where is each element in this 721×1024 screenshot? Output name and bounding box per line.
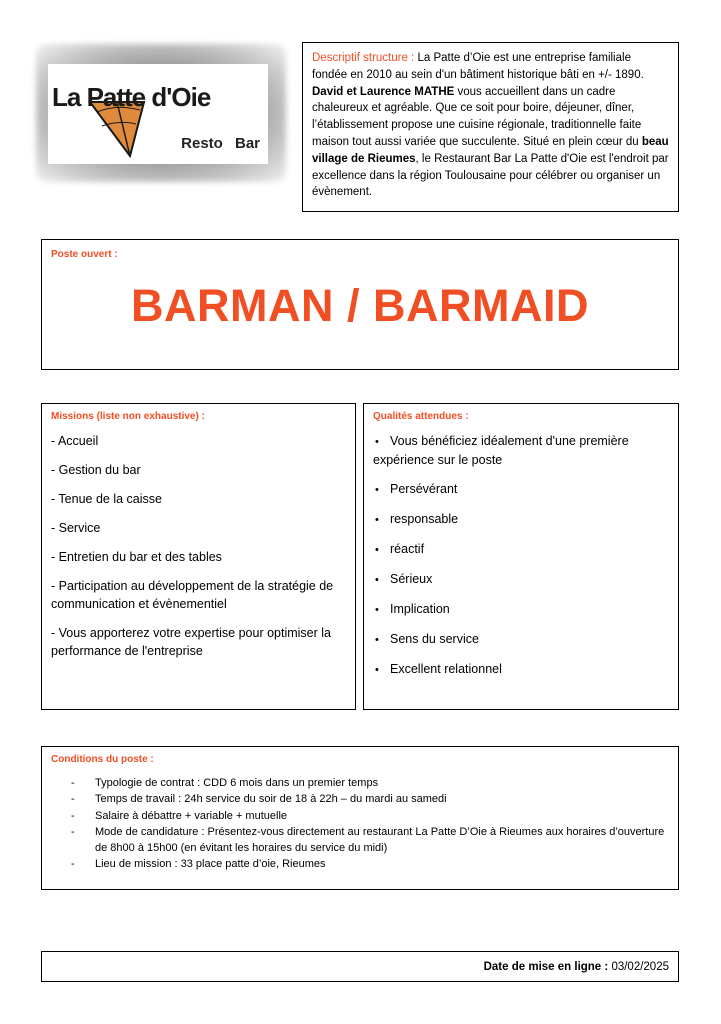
list-item xyxy=(373,480,669,499)
date-box xyxy=(41,951,679,982)
list-item xyxy=(51,808,669,824)
missions-list xyxy=(51,432,346,660)
list-item: - Accueil xyxy=(51,434,99,448)
description-village: beau village de Rieumes xyxy=(312,135,669,165)
bullet-icon: • xyxy=(375,574,379,586)
quality-text: responsable xyxy=(390,512,459,526)
list-item xyxy=(51,824,669,857)
conditions-label: Conditions du poste : xyxy=(51,754,154,765)
logo xyxy=(48,64,268,164)
description-text-3: , le Restaurant Bar La Patte d'Oie est l'endroit par excellence dans la région Toulousaine pour célébrer ou organiser un évènement. xyxy=(312,152,669,199)
list-item xyxy=(373,600,669,619)
open-position-box xyxy=(41,239,679,370)
description-text-2: vous accueillent dans un cadre chaleureux et agréable. Que ce soit pour boire, déjeuner, dîner, l’établissement propose une cuisine régionale, traditionnelle faite maison tout aussi variée que succulente. Situé en plein cœur du xyxy=(312,85,642,148)
quality-text: Vous bénéficiez idéalement d'une première expérience sur le poste xyxy=(373,434,629,467)
dash-bullet: - xyxy=(71,825,75,838)
list-item xyxy=(51,856,669,872)
bullet-icon: • xyxy=(375,436,379,448)
logo-subtitle: Resto Bar xyxy=(181,135,260,152)
date-label: Date de mise en ligne : xyxy=(483,961,609,973)
description-box xyxy=(302,42,679,212)
bullet-icon: • xyxy=(375,514,379,526)
bullet-icon: • xyxy=(375,484,379,496)
list-item: - Entretien du bar et des tables xyxy=(51,550,222,564)
quality-text: Sérieux xyxy=(390,572,433,586)
list-item: - Participation au développement de la stratégie de communication et évènementiel xyxy=(51,579,334,611)
open-position-label: Poste ouvert : xyxy=(51,249,118,260)
condition-text: Typologie de contrat : CDD 6 mois dans un premier temps xyxy=(95,777,379,789)
list-item xyxy=(51,775,669,791)
condition-text: Salaire à débattre + variable + mutuelle xyxy=(95,809,288,822)
list-item: - Gestion du bar xyxy=(51,463,141,477)
qualities-label: Qualités attendues : xyxy=(373,411,469,422)
bullet-icon: • xyxy=(375,634,379,646)
list-item xyxy=(51,791,669,807)
list-item: - Tenue de la caisse xyxy=(51,492,162,506)
list-item xyxy=(373,570,669,589)
conditions-box xyxy=(41,746,679,890)
quality-text: Persévérant xyxy=(390,482,458,496)
bullet-icon: • xyxy=(375,664,379,676)
description-owners: David et Laurence MATHE xyxy=(312,85,455,98)
list-item xyxy=(373,630,669,649)
qualities-box xyxy=(363,403,679,710)
list-item: - Vous apporterez votre expertise pour optimiser la performance de l'entreprise xyxy=(51,626,331,658)
quality-text: Excellent relationnel xyxy=(390,662,502,676)
bullet-icon: • xyxy=(375,544,379,556)
list-item xyxy=(373,540,669,559)
missions-label: Missions (liste non exhaustive) : xyxy=(51,411,205,422)
dash-bullet: - xyxy=(71,777,75,789)
quality-text: Sens du service xyxy=(390,632,479,646)
dash-bullet: - xyxy=(71,858,75,871)
conditions-list xyxy=(51,775,669,873)
condition-text: Temps de travail : 24h service du soir de 18 à 22h – du mardi au samedi xyxy=(95,793,447,806)
quality-text: réactif xyxy=(390,542,425,556)
description-separator: : xyxy=(407,52,418,64)
description-text xyxy=(312,50,669,201)
dash-bullet: - xyxy=(71,793,75,806)
list-item: - Service xyxy=(51,521,101,535)
date-value: 03/02/2025 xyxy=(611,961,669,973)
list-item xyxy=(373,510,669,529)
list-item xyxy=(373,432,669,469)
logo-name: La Patte d'Oie xyxy=(52,82,211,112)
description-text-1: La Patte d’Oie est une entreprise familiale fondée en 2010 au sein d'un bâtiment historique bâti en +/- 1890. xyxy=(312,52,644,81)
list-item xyxy=(373,660,669,679)
condition-text: Mode de candidature : Présentez-vous directement au restaurant La Patte D’Oie à Rieumes aux horaires d’ouverture de 8h00 à 15h00 (en évitant les horaires du service du midi) xyxy=(95,825,665,855)
missions-box xyxy=(41,403,356,710)
description-label: Descriptif structure xyxy=(312,52,408,64)
quality-text: Implication xyxy=(390,602,450,616)
job-title: BARMAN / BARMAID xyxy=(131,280,589,331)
qualities-list xyxy=(373,432,669,679)
bullet-icon: • xyxy=(375,604,379,616)
dash-bullet: - xyxy=(71,809,75,822)
condition-text: Lieu de mission : 33 place patte d’oie, Rieumes xyxy=(95,858,326,871)
